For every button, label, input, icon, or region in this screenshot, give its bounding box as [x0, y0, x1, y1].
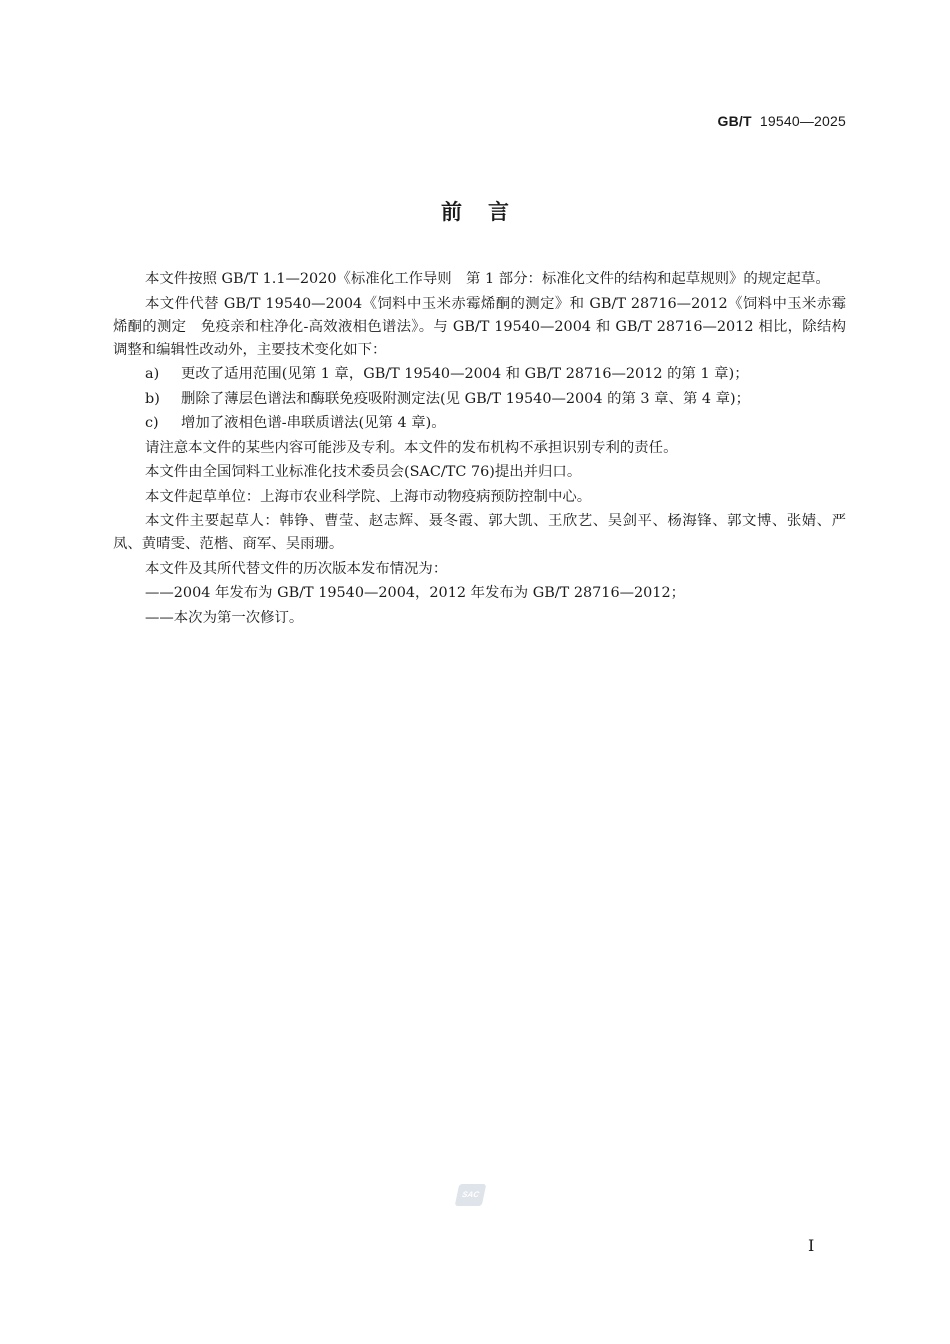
list-item	[113, 363, 846, 386]
page-title: 前言	[441, 199, 535, 224]
page-number: I	[808, 1236, 815, 1255]
list-item-text: 删除了薄层色谱法和酶联免疫吸附测定法(见 GB/T 19540—2004 的第 3 章、第 4 章)；	[181, 390, 751, 407]
history-item: ——2004 年发布为 GB/T 19540—2004，2012 年发布为 GB/T 28716—2012；	[145, 585, 686, 601]
standard-number: 19540—2025	[759, 113, 846, 129]
list-item	[113, 388, 846, 411]
list-marker: c)	[145, 415, 159, 431]
list-item-text: 更改了适用范围(见第 1 章，GB/T 19540—2004 和 GB/T 28716—2012 的第 1 章)；	[181, 366, 749, 382]
list-item	[113, 412, 846, 435]
list-marker: a)	[145, 366, 160, 382]
paragraph-drafting-units: 本文件起草单位：上海市农业科学院、上海市动物疫病预防控制中心。	[145, 488, 592, 505]
paragraph-drafting-rules: 本文件按照 GB/T 1.1—2020《标准化工作导则 第 1 部分：标准化文件的结构和起草规则》的规定起草。	[145, 271, 830, 287]
list-marker: b)	[145, 390, 160, 407]
standard-prefix: GB/T	[717, 113, 752, 129]
paragraph-history-intro: 本文件及其所代替文件的历次版本发布情况为：	[145, 560, 448, 577]
foreword-body	[113, 268, 846, 631]
sac-logo: SAC	[455, 1184, 487, 1206]
standard-code	[717, 113, 846, 129]
paragraph-replacement: 本文件代替 GB/T 19540—2004《饲料中玉米赤霉烯酮的测定》和 GB/T 28716—2012《饲料中玉米赤霉烯酮的测定 免疫亲和柱净化-高效液相色谱法》。与 GB/T 19540—2004 和 GB/T 28716—2012 相比，除结构调整和编辑性改动外，主要技术变化如下：	[113, 295, 846, 358]
paragraph-drafters: 本文件主要起草人：韩铮、曹莹、赵志辉、聂冬霞、郭大凯、王欣艺、吴剑平、杨海锋、郭文博、张婧、严凤、黄晴雯、范楷、商军、吴雨珊。	[113, 513, 846, 552]
list-item-text: 增加了液相色谱-串联质谱法(见第 4 章)。	[181, 415, 446, 431]
paragraph-proposer: 本文件由全国饲料工业标准化技术委员会(SAC/TC 76)提出并归口。	[145, 464, 582, 480]
paragraph-patent-notice: 请注意本文件的某些内容可能涉及专利。本文件的发布机构不承担识别专利的责任。	[145, 439, 678, 456]
history-item: ——本次为第一次修订。	[145, 609, 304, 626]
